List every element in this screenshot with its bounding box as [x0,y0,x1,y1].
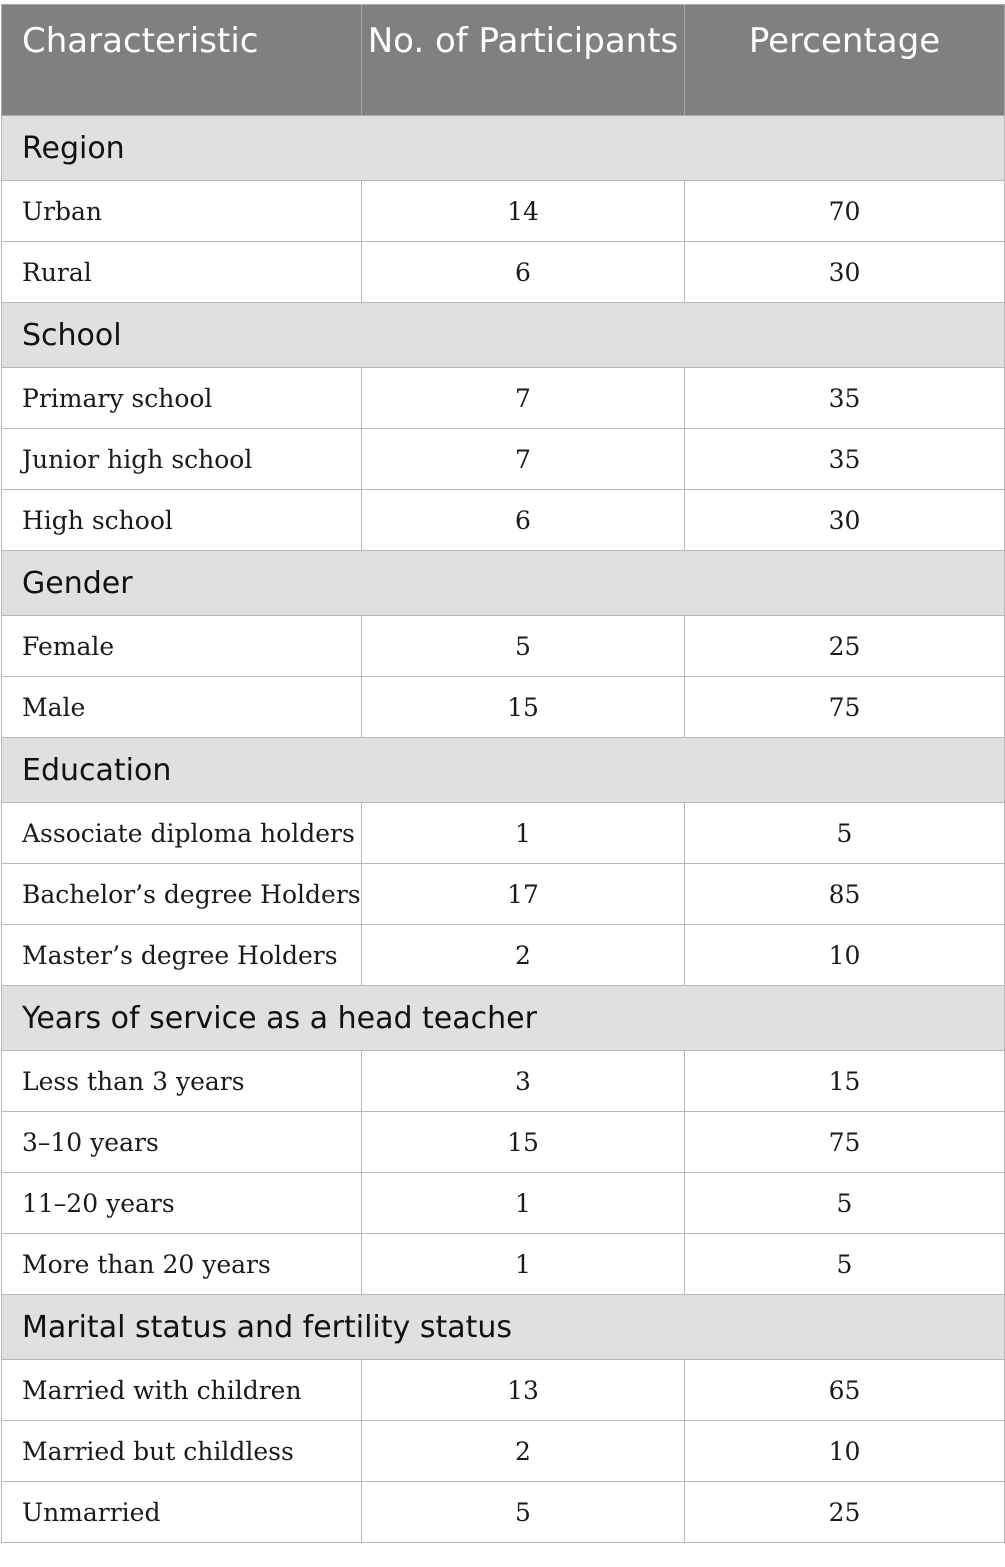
header-characteristic-label: Characteristic [22,21,259,61]
row-label: 11–20 years [2,1173,362,1234]
row-label: Master’s degree Holders [2,925,362,986]
table-row [2,181,1005,242]
row-percent: 5 [685,803,1005,864]
row-percent: 5 [685,1234,1005,1295]
header-percentage-label: Percentage [748,21,941,61]
section-title: Education [2,738,1005,803]
table-row [2,368,1005,429]
row-percent: 5 [685,1173,1005,1234]
row-count: 1 [362,1173,685,1234]
row-count: 15 [362,677,685,738]
row-label: More than 20 years [2,1234,362,1295]
table-row [2,1360,1005,1421]
table-row [2,490,1005,551]
row-percent: 30 [685,490,1005,551]
row-label: Unmarried [2,1482,362,1543]
row-percent: 15 [685,1051,1005,1112]
table-row [2,429,1005,490]
row-label: Less than 3 years [2,1051,362,1112]
table-row [2,1173,1005,1234]
row-count: 6 [362,490,685,551]
row-label: Associate diploma holders [2,803,362,864]
row-percent: 25 [685,1482,1005,1543]
section-row [2,738,1005,803]
row-count: 7 [362,429,685,490]
table-row [2,1421,1005,1482]
row-label: Urban [2,181,362,242]
row-percent: 25 [685,616,1005,677]
participant-characteristics-table [1,4,1005,1543]
row-count: 1 [362,803,685,864]
row-label: 3–10 years [2,1112,362,1173]
row-label: Married but childless [2,1421,362,1482]
section-row [2,1295,1005,1360]
row-count: 3 [362,1051,685,1112]
row-percent: 10 [685,925,1005,986]
row-label: High school [2,490,362,551]
section-row [2,303,1005,368]
section-row [2,986,1005,1051]
table-row [2,1234,1005,1295]
row-label: Primary school [2,368,362,429]
row-label: Married with children [2,1360,362,1421]
row-count: 1 [362,1234,685,1295]
table-row [2,616,1005,677]
section-title: Gender [2,551,1005,616]
table-body [2,116,1005,1543]
row-percent: 30 [685,242,1005,303]
table-row [2,1112,1005,1173]
header-row [2,5,1005,116]
header-characteristic [2,5,362,116]
row-percent: 70 [685,181,1005,242]
header-participants-label: No. of Participants [367,21,679,61]
section-title: School [2,303,1005,368]
table-row [2,1051,1005,1112]
table-row [2,864,1005,925]
row-count: 14 [362,181,685,242]
section-title: Region [2,116,1005,181]
table-row [2,803,1005,864]
row-count: 15 [362,1112,685,1173]
table-row [2,242,1005,303]
row-count: 5 [362,616,685,677]
row-count: 2 [362,1421,685,1482]
section-title: Marital status and fertility status [2,1295,1005,1360]
row-count: 13 [362,1360,685,1421]
table-row [2,677,1005,738]
row-count: 5 [362,1482,685,1543]
header-percentage [685,5,1005,116]
row-percent: 35 [685,368,1005,429]
row-label: Female [2,616,362,677]
row-count: 6 [362,242,685,303]
header-participants [362,5,685,116]
row-percent: 10 [685,1421,1005,1482]
table-row [2,1482,1005,1543]
section-row [2,116,1005,181]
section-row [2,551,1005,616]
row-percent: 85 [685,864,1005,925]
row-count: 17 [362,864,685,925]
table-row [2,925,1005,986]
row-percent: 75 [685,1112,1005,1173]
row-label: Male [2,677,362,738]
row-label: Bachelor’s degree Holders [2,864,362,925]
section-title: Years of service as a head teacher [2,986,1005,1051]
row-label: Junior high school [2,429,362,490]
row-label: Rural [2,242,362,303]
row-count: 7 [362,368,685,429]
row-count: 2 [362,925,685,986]
row-percent: 75 [685,677,1005,738]
row-percent: 35 [685,429,1005,490]
row-percent: 65 [685,1360,1005,1421]
